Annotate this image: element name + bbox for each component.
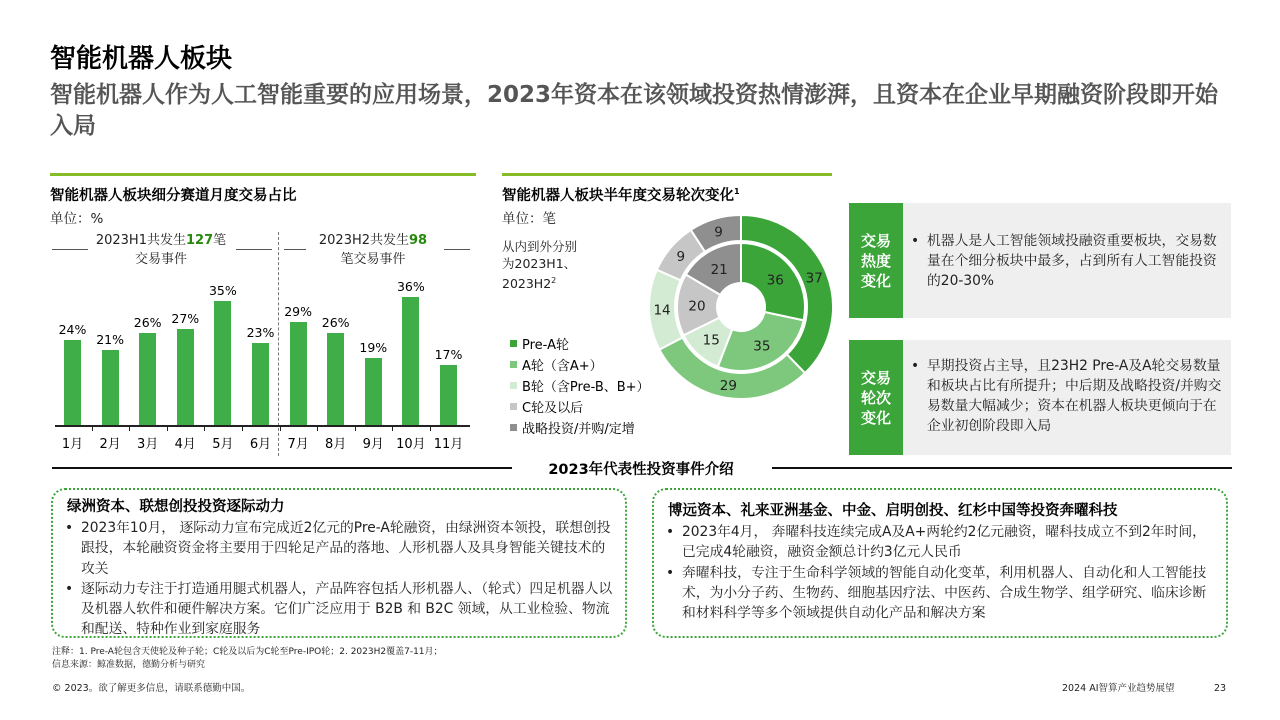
insight-label-round: 交易 轮次 变化: [849, 340, 903, 455]
page-subtitle: 智能机器人作为人工智能重要的应用场景，2023年资本在该领域投资热情澎湃，且资本在企业早期融资阶段即开始入局: [50, 82, 1219, 139]
bar-x-axis: [55, 425, 470, 427]
donut-section-title: 智能机器人板块半年度交易轮次变化$^1$: [502, 187, 740, 204]
bar-data-label: 24%: [58, 321, 87, 337]
donut-ring-note: 从内到外分别 为2023H1、 $2023H2^2$: [502, 239, 578, 292]
axis-tick: [317, 425, 318, 431]
h2-dash-left: [284, 249, 306, 250]
legend-label: 战略投资/并购/定增: [522, 422, 635, 437]
donut-data-label: 15: [702, 332, 720, 349]
bar-data-label: 36%: [396, 279, 425, 295]
h1-dash-left: [52, 249, 88, 250]
event-card-2: [652, 488, 1228, 638]
bar-4: [177, 329, 194, 425]
event-card-bullet: • 2023年4月， 奔曜科技连续完成A及A+两轮约2亿元融资，曜科技成立不到2年时间，已完成4轮融资，融资金额总计约3亿元人民币: [664, 522, 1218, 563]
legend-swatch: [510, 424, 517, 431]
month-tick-label: 6月: [249, 437, 272, 452]
events-title: 2023年代表性投资事件介绍: [548, 462, 734, 478]
bar-data-label: 27%: [171, 311, 200, 327]
bar-1: [64, 340, 81, 425]
footnote: 注释：1. Pre-A轮包含天使轮及种子轮；C轮及以后为C轮至Pre-IPO轮；2. 2023H2覆盖7-11月； 信息来源：鲸准数据，德勤分析与研究: [52, 647, 443, 670]
month-tick-label: 1月: [61, 437, 84, 452]
legend-swatch: [510, 340, 517, 347]
event-card-1: [51, 488, 627, 638]
donut-data-label: 9: [676, 248, 686, 265]
legend-swatch: [510, 382, 517, 389]
legend-label: B轮（含Pre-B、B+）: [522, 380, 650, 395]
h2-dash-right: [444, 249, 470, 250]
donut-data-label: 9: [714, 224, 723, 241]
legend-item: [510, 375, 650, 396]
bar-data-label: 26%: [321, 314, 350, 330]
legend-label: A轮（含A+）: [522, 359, 603, 374]
donut-section-unit: 单位：笔: [502, 211, 556, 227]
donut-data-label: 21: [710, 261, 728, 278]
axis-tick: [204, 425, 205, 431]
month-tick-label: 7月: [287, 437, 309, 452]
insight-text-heat: • 机器人是人工智能领域投融资重要板块，交易数量在个细分板块中最多，占到所有人工智能投资的20-30%: [909, 231, 1223, 291]
insight-text-box-heat: [903, 203, 1231, 318]
legend-swatch: [510, 361, 517, 368]
bar-7: [290, 322, 307, 425]
h2-summary: 2023H2共发生98 笔交易事件: [318, 233, 428, 267]
axis-tick: [167, 425, 168, 431]
bar-6: [252, 343, 269, 425]
bar-section-unit: 单位：%: [50, 211, 104, 227]
axis-tick: [392, 425, 393, 431]
event-card-bullet: • 奔曜科技，专注于生命科学领域的智能自动化变革，利用机器人、自动化和人工智能技术，为小分子药、生物药、细胞基因疗法、中医药、合成生物学、组学研究、临床诊断和材料科学等多个领域提供自动化产品和解决方案: [664, 563, 1218, 624]
donut-data-label: 20: [688, 298, 706, 315]
event-card-bullet: • 2023年10月， 逐际动力宣布完成近2亿元的Pre-A轮融资，由绿洲资本领投，联想创投跟投，本轮融资资金将主要用于四轮足产品的落地、人形机器人及具身智能关键技术的攻关: [63, 518, 617, 579]
axis-tick: [430, 425, 431, 431]
axis-tick: [92, 425, 93, 431]
month-tick-label: 3月: [137, 437, 159, 452]
bar-5: [214, 301, 231, 425]
bar-9: [365, 358, 382, 425]
month-tick-label: 10月: [396, 437, 426, 452]
events-rule-right: [772, 467, 1232, 469]
bar-2: [102, 350, 119, 425]
donut-data-label: 29: [719, 377, 737, 394]
round-donut-chart: [646, 212, 836, 402]
insight-label-heat: 交易 热度 变化: [849, 203, 903, 318]
month-tick-label: 2月: [99, 437, 121, 452]
bar-data-label: 26%: [133, 314, 162, 330]
bar-data-label: 17%: [434, 346, 463, 362]
page-title: 智能机器人板块: [50, 44, 233, 74]
month-tick-label: 9月: [362, 437, 384, 452]
month-tick-label: 4月: [174, 437, 196, 452]
month-tick-label: 11月: [433, 437, 464, 452]
legend-item: [510, 354, 650, 375]
legend-item: [510, 396, 650, 417]
month-tick-label: 5月: [212, 437, 234, 452]
h1-summary: 2023H1共发生127笔 交易事件: [95, 233, 227, 267]
insight-text-box-round: [903, 340, 1231, 455]
donut-data-label: 14: [653, 302, 671, 319]
axis-tick: [280, 425, 281, 431]
event-card-bullet: • 逐际动力专注于打造通用腿式机器人，产品阵容包括人形机器人、（轮式）四足机器人以及机器人软件和硬件解决方案。它们广泛应用于 B2B 和 B2C 领域，从工业检验、物流和配送、特种作业到家庭服务: [63, 579, 617, 640]
axis-tick: [129, 425, 130, 431]
donut-legend: [510, 333, 650, 438]
legend-label: Pre-A轮: [522, 338, 569, 353]
donut-data-label: 35: [753, 338, 771, 355]
insight-text-round: • 早期投资占主导，且23H2 Pre-A及A轮交易数量和板块占比有所提升；中后期及战略投资/并购交易数量大幅减少；资本在机器人板块更倾向于在企业初创阶段即入局: [909, 356, 1223, 436]
bar-10: [402, 297, 419, 425]
bar-section-title: 智能机器人板块细分赛道月度交易占比: [50, 188, 297, 204]
page-number: 23: [1214, 683, 1227, 694]
bar-section-topline: [50, 173, 476, 176]
bar-data-label: 19%: [359, 339, 388, 355]
bar-data-label: 35%: [208, 282, 237, 298]
month-tick-label: 8月: [325, 437, 347, 452]
h1-dash-right: [236, 249, 272, 250]
legend-item: [510, 333, 650, 354]
half-year-divider: [278, 232, 279, 456]
legend-swatch: [510, 403, 517, 410]
bar-data-label: 23%: [246, 325, 275, 341]
bar-data-label: 29%: [284, 304, 312, 320]
donut-section-topline: [502, 173, 832, 176]
bar-8: [327, 333, 344, 425]
event-card-title: 绿洲资本、联想创投投资逐际动力: [67, 499, 285, 515]
axis-tick: [242, 425, 243, 431]
events-rule-left: [52, 467, 512, 469]
axis-tick: [355, 425, 356, 431]
bar-11: [440, 365, 457, 425]
legend-label: C轮及以后: [522, 401, 584, 416]
report-name: 2024 AI智算产业趋势展望: [1062, 683, 1175, 694]
copyright: © 2023。欲了解更多信息，请联系德勤中国。: [52, 683, 251, 694]
bar-3: [139, 333, 156, 425]
donut-data-label: 36: [766, 272, 784, 289]
bar-data-label: 21%: [96, 332, 124, 348]
event-card-title: 博远资本、礼来亚洲基金、中金、启明创投、红杉中国等投资奔曜科技: [668, 503, 1118, 519]
donut-data-label: 37: [805, 270, 823, 287]
legend-item: [510, 417, 650, 438]
